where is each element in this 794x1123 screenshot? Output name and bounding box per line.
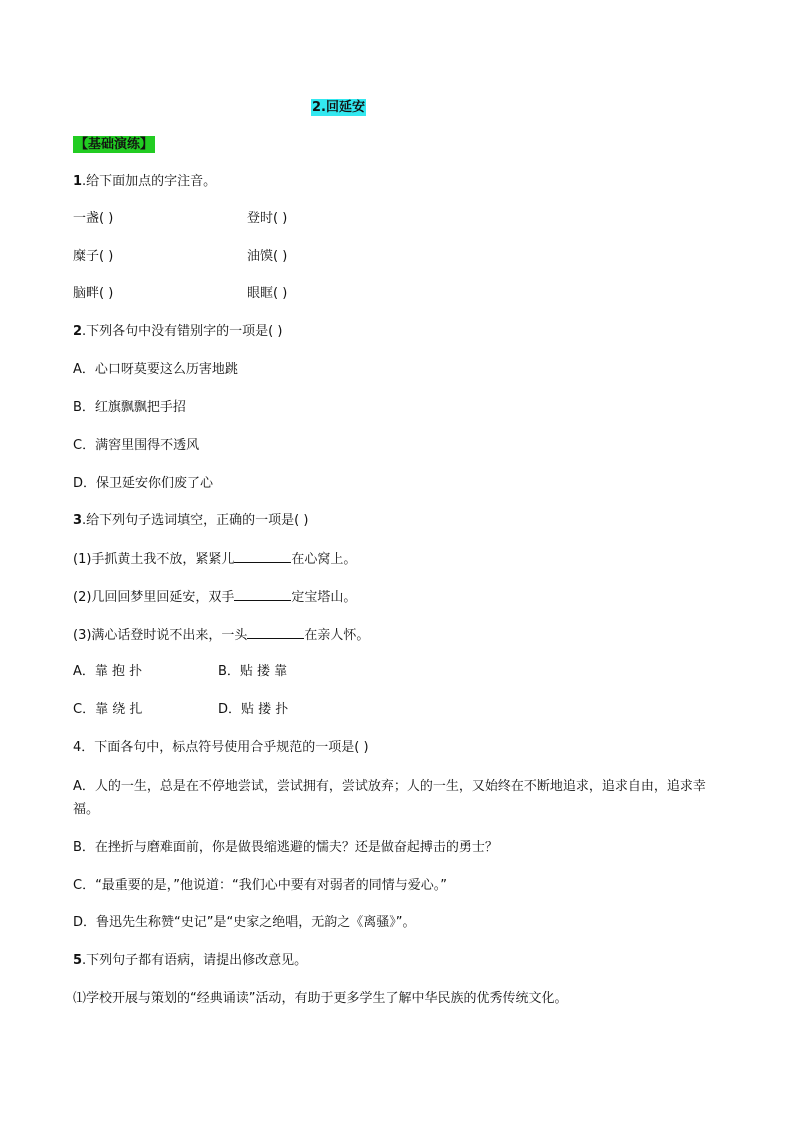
q5-item-1: ⑴学校开展与策划的“经典诵读”活动，有助于更多学生了解中华民族的优秀传统文化。	[73, 991, 568, 1006]
fill-blank	[247, 626, 304, 639]
sentence-text: (3)满心话登时说不出来，一头	[73, 628, 248, 643]
question-2-stem: .下列各句中没有错别字的一项是( )	[82, 324, 283, 339]
q2-option-a: A．心口呀莫要这么历害地跳	[73, 362, 238, 377]
q1-row-2	[73, 248, 723, 266]
question-3-stem: .给下列句子选词填空，正确的一项是( )	[82, 513, 309, 528]
q1-item: 眼眶( )	[247, 286, 288, 301]
q3-sentence-1	[73, 550, 356, 569]
q3-options-row-1	[73, 663, 723, 681]
q4-option-d: D．鲁迅先生称赞“史记”是“史家之绝唱，无韵之《离骚》”。	[73, 915, 416, 930]
q1-row-1	[73, 210, 723, 228]
question-5-number: 5	[73, 953, 83, 968]
q1-row-3	[73, 285, 723, 303]
q1-item: 油馍( )	[247, 249, 288, 264]
section-tag: 【基础演练】	[75, 137, 154, 152]
q3-sentence-2	[73, 588, 356, 607]
q3-option: A．靠 抱 扑	[73, 664, 143, 679]
q2-option-b: B．红旗飘飘把手招	[73, 400, 186, 415]
q3-option: B．贴 搂 靠	[218, 664, 288, 679]
q2-option-d: D．保卫延安你们废了心	[73, 476, 214, 491]
sentence-text: 在心窝上。	[291, 552, 357, 567]
question-2-number: 2	[73, 324, 83, 339]
q3-sentence-3	[73, 626, 369, 645]
q4-option-a: A．人的一生，总是在不停地尝试，尝试拥有，尝试放弃；人的一生，又始终在不断地追求，追求自由，追求幸福。	[73, 779, 706, 817]
sentence-text: 定宝塔山。	[291, 590, 357, 605]
sentence-text: (2)几回回梦里回延安，双手	[73, 590, 235, 605]
q4-option-c: C．“最重要的是，”他说道：“我们心中要有对弱者的同情与爱心。”	[73, 878, 448, 893]
fill-blank	[234, 550, 291, 563]
q3-option: D．贴 搂 扑	[218, 702, 289, 717]
question-3	[73, 512, 308, 530]
question-3-number: 3	[73, 513, 83, 528]
question-1-number: 1	[73, 174, 83, 189]
q1-item: 登时( )	[247, 211, 288, 226]
fill-blank	[234, 588, 291, 601]
q1-item: 糜子( )	[73, 249, 114, 264]
question-1-stem: .给下面加点的字注音。	[82, 174, 217, 189]
q3-options-row-2	[73, 701, 723, 719]
q1-item: 一盏( )	[73, 211, 114, 226]
q3-option: C．靠 绕 扎	[73, 702, 143, 717]
q1-item: 脑畔( )	[73, 286, 114, 301]
question-2	[73, 323, 282, 341]
question-5-stem: .下列句子都有语病，请提出修改意见。	[82, 953, 308, 968]
question-5	[73, 952, 307, 970]
question-1	[73, 173, 216, 191]
sentence-text: 在亲人怀。	[304, 628, 370, 643]
page-title: 2.回延安	[312, 100, 365, 115]
sentence-text: (1)手抓黄土我不放，紧紧儿	[73, 552, 235, 567]
q2-option-c: C．满窖里围得不透风	[73, 438, 200, 453]
q4-option-b: B．在挫折与磨难面前，你是做畏缩逃避的懦夫？还是做奋起搏击的勇士？	[73, 840, 498, 855]
question-4: 4．下面各句中，标点符号使用合乎规范的一项是( )	[73, 740, 369, 755]
